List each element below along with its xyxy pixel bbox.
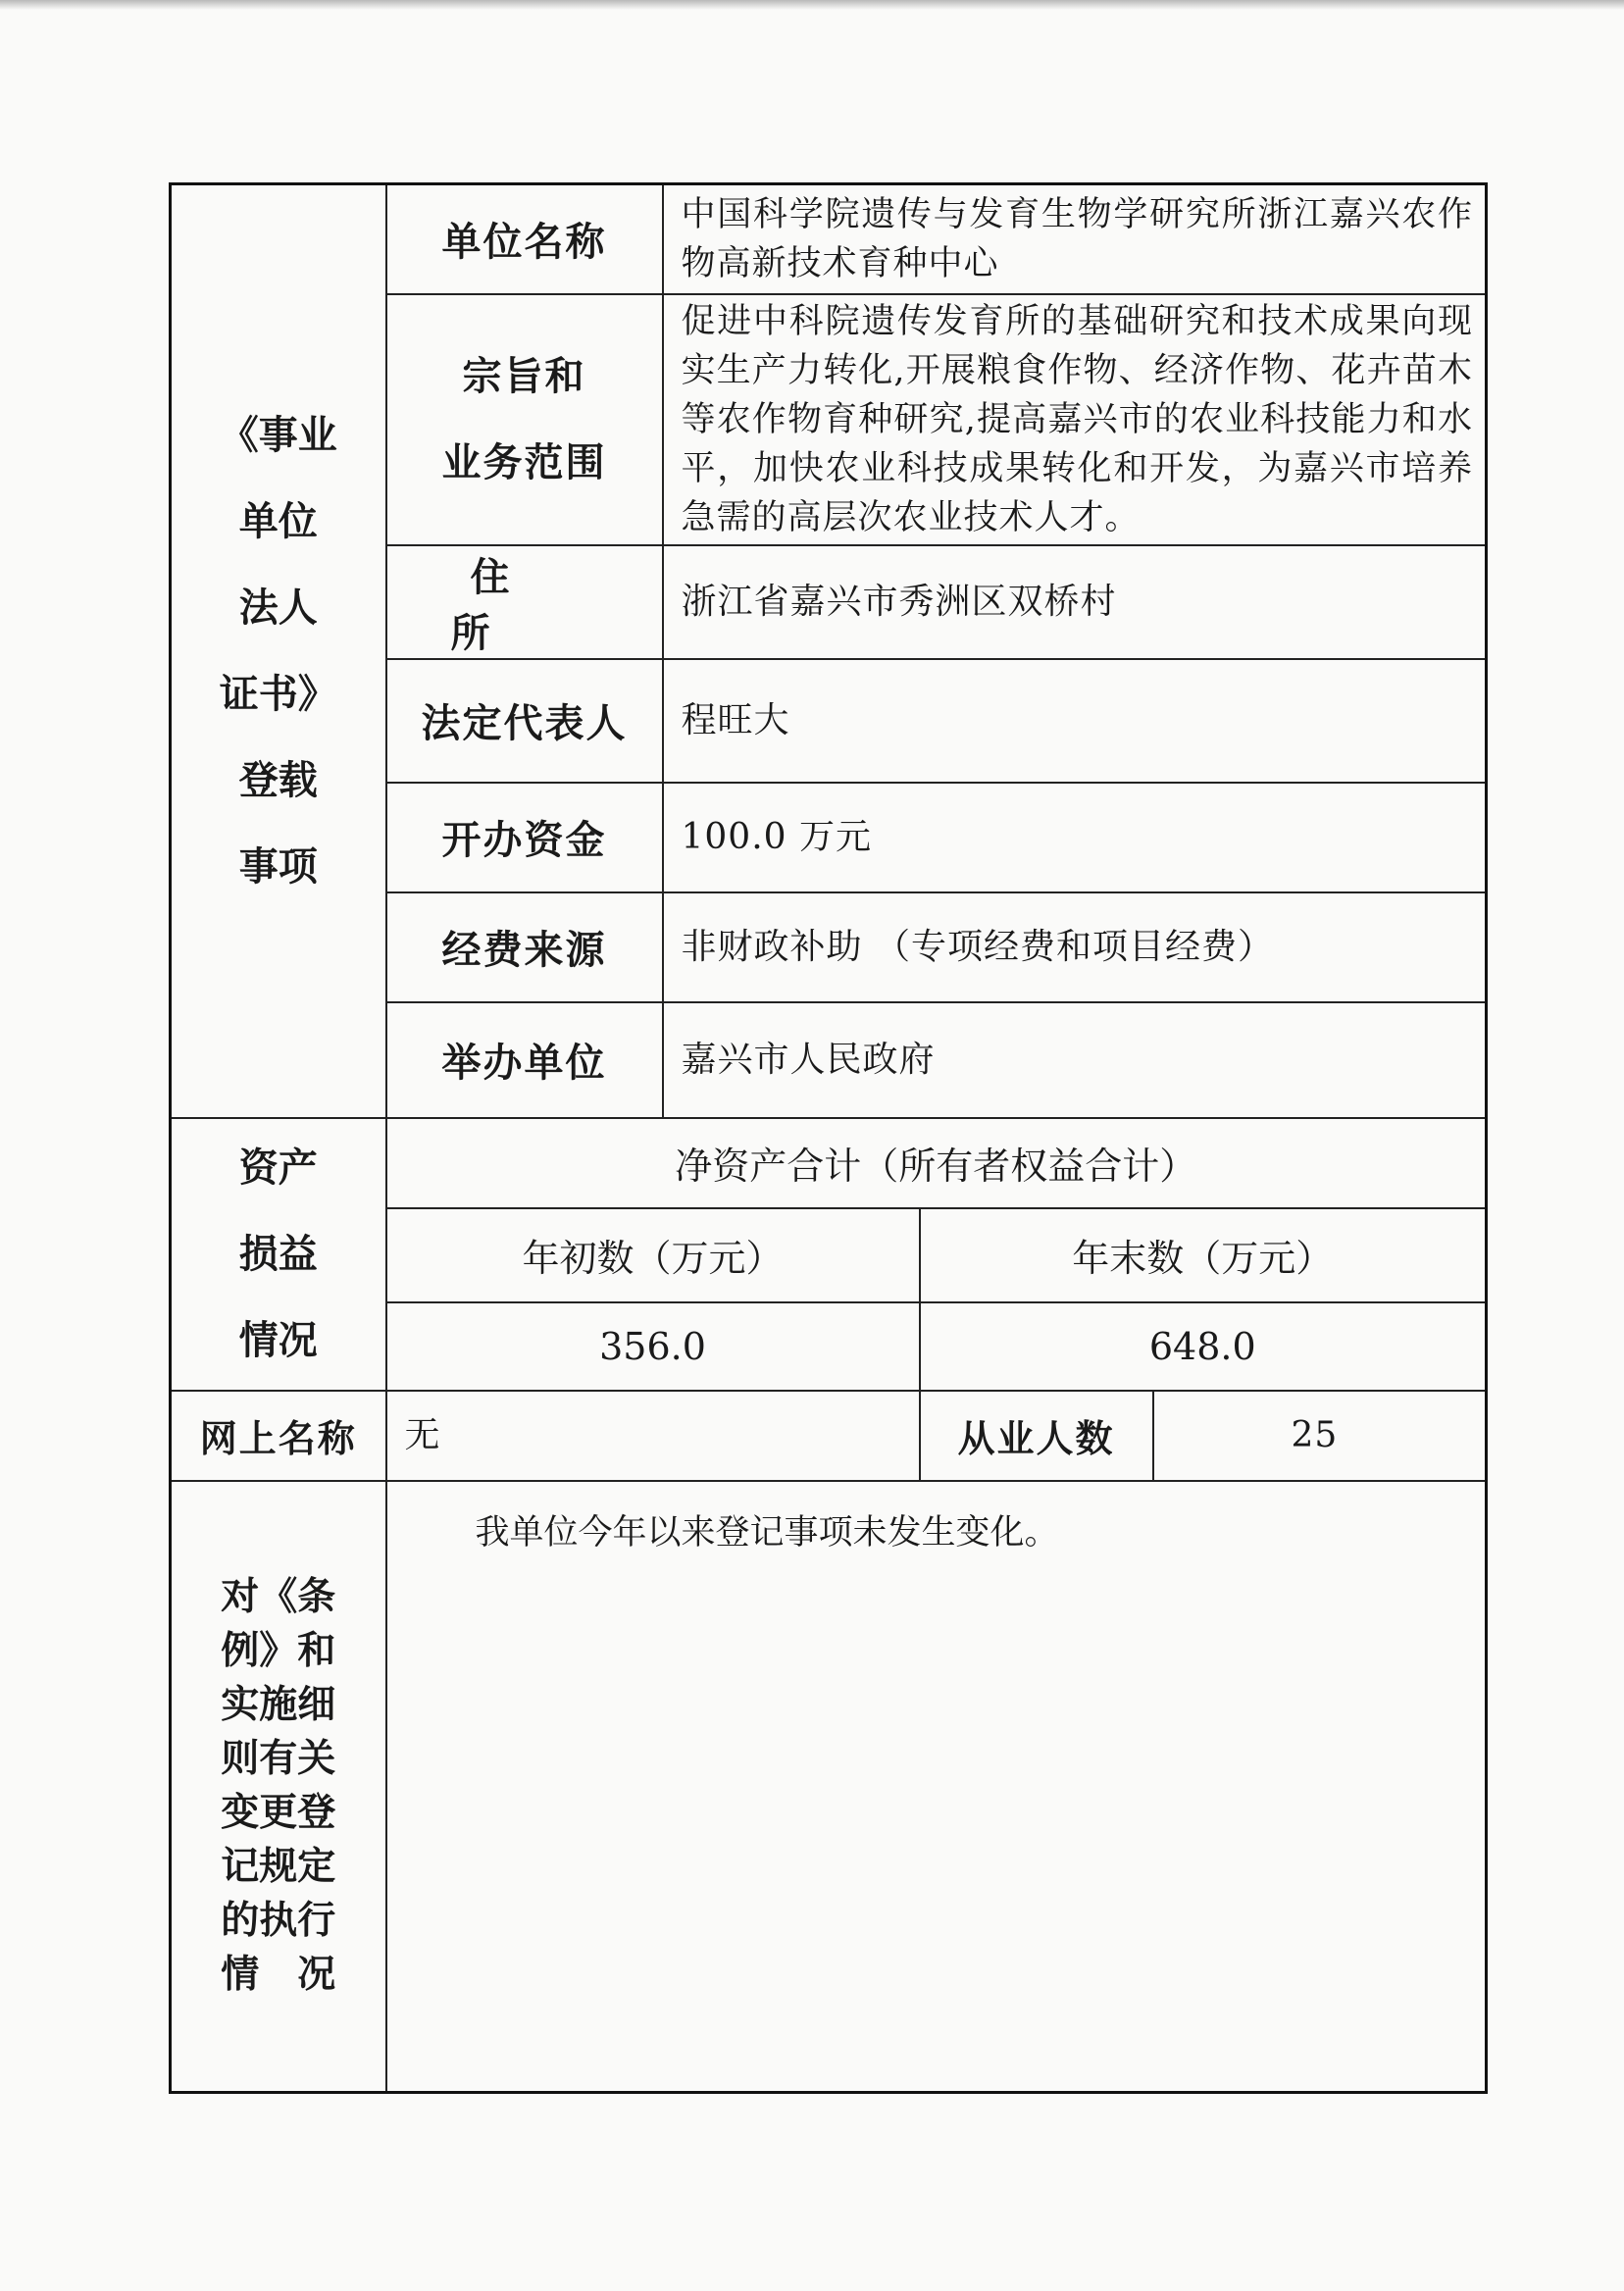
sponsor-value: 嘉兴市人民政府 xyxy=(663,1002,1487,1118)
annual-report-form xyxy=(169,182,1488,2094)
certificate-items-label: 《事业 单位 法人 证书》 登载 事项 xyxy=(171,184,386,1118)
scan-edge xyxy=(0,0,1624,10)
row-regulations xyxy=(171,1481,1487,2093)
regulations-label: 对《条 例》和 实施细 则有关 变更登 记规定 的执行 情 况 xyxy=(171,1481,386,2093)
online-name-label: 网上名称 xyxy=(171,1391,386,1481)
end-year-value: 648.0 xyxy=(920,1302,1487,1391)
begin-year-label: 年初数（万元） xyxy=(386,1208,920,1302)
sponsor-label: 举办单位 xyxy=(386,1002,663,1118)
regulations-value: 我单位今年以来登记事项未发生变化。 xyxy=(386,1481,1487,2093)
row-online-employees xyxy=(171,1391,1487,1481)
online-name-value: 无 xyxy=(386,1391,920,1481)
funding-label: 经费来源 xyxy=(386,892,663,1002)
legal-rep-value: 程旺大 xyxy=(663,659,1487,783)
employees-value: 25 xyxy=(1153,1391,1487,1481)
end-year-label: 年末数（万元） xyxy=(920,1208,1487,1302)
purpose-value: 促进中科院遗传发育所的基础研究和技术成果向现实生产力转化,开展粮食作物、经济作物、花卉苗木等农作物育种研究,提高嘉兴市的农业科技能力和水平，加快农业科技成果转化和开发，为嘉兴市培养急需的高层次农业技术人才。 xyxy=(663,294,1487,545)
capital-label: 开办资金 xyxy=(386,783,663,892)
row-unit-name xyxy=(171,184,1487,294)
legal-rep-label: 法定代表人 xyxy=(386,659,663,783)
row-assets-header xyxy=(171,1118,1487,1208)
funding-value: 非财政补助 （专项经费和项目经费） xyxy=(663,892,1487,1002)
address-label: 住所 xyxy=(386,545,663,659)
net-assets-header: 净资产合计（所有者权益合计） xyxy=(386,1118,1487,1208)
purpose-label: 宗旨和 业务范围 xyxy=(386,294,663,545)
unit-name-value: 中国科学院遗传与发育生物学研究所浙江嘉兴农作物高新技术育种中心 xyxy=(663,184,1487,294)
begin-year-value: 356.0 xyxy=(386,1302,920,1391)
unit-name-label: 单位名称 xyxy=(386,184,663,294)
capital-value: 100.0 万元 xyxy=(663,783,1487,892)
address-value: 浙江省嘉兴市秀洲区双桥村 xyxy=(663,545,1487,659)
assets-label: 资产 损益 情况 xyxy=(171,1118,386,1391)
employees-label: 从业人数 xyxy=(920,1391,1153,1481)
